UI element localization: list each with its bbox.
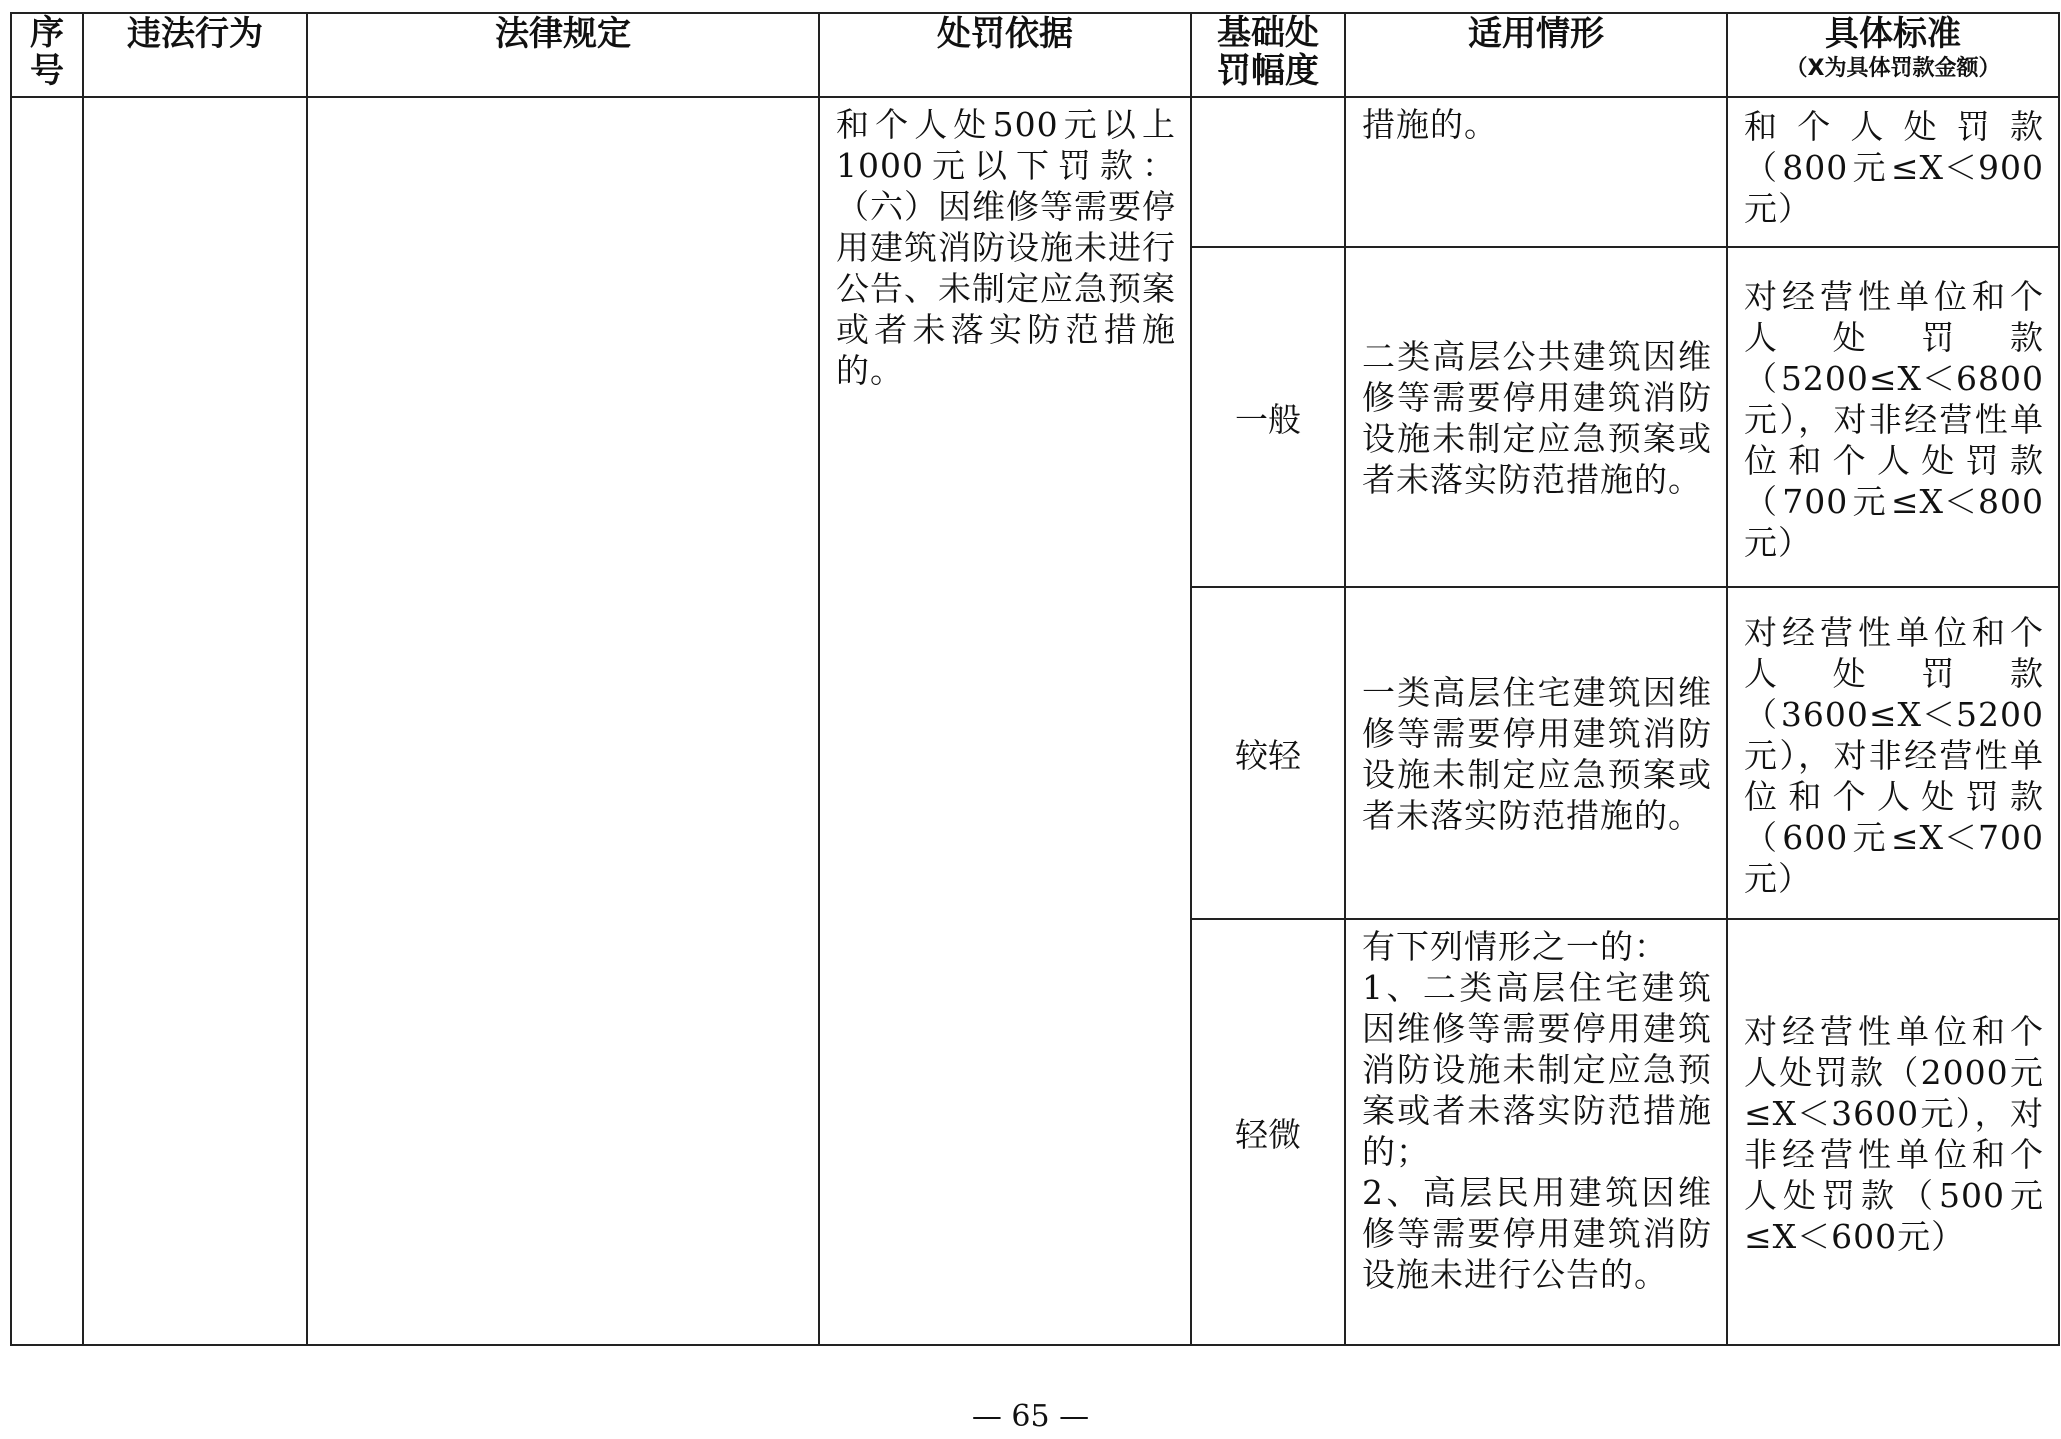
range-cell: 轻微 [1191,919,1345,1345]
page-number: — 65 — [971,1399,1090,1434]
header-violation: 违法行为 [83,13,307,97]
situation-text: 一类高层住宅建筑因维修等需要停用建筑消防设施未制定应急预案或者未落实防范措施的。 [1362,673,1712,835]
standard-text: 和个人处罚款（800元≤X＜900元） [1744,107,2044,228]
basis-cell [819,97,1191,1345]
table-header-row [11,13,2059,97]
situation-text: 有下列情形之一的： 1、二类高层住宅建筑因维修等需要停用建筑消防设施未制定应急预案或者未落实防范措施的； 2、高层民用建筑因维修等需要停用建筑消防设施未进行公告的。 [1362,927,1712,1294]
standard-text: 对经营性单位和个人处罚款（3600≤X＜5200元），对非经营性单位和个人处罚款（600元≤X＜700元） [1744,612,2044,898]
header-law: 法律规定 [307,13,819,97]
header-seq: 序 号 [11,13,83,97]
range-cell [1191,97,1345,247]
standard-cell [1727,919,2059,1345]
table-row [11,97,2059,247]
standard-cell [1727,247,2059,587]
penalty-standard-table [10,12,2060,1346]
header-range: 基础处 罚幅度 [1191,13,1345,97]
situation-text: 二类高层公共建筑因维修等需要停用建筑消防设施未制定应急预案或者未落实防范措施的。 [1362,337,1712,499]
standard-cell [1727,97,2059,247]
situation-text: 措施的。 [1362,105,1498,144]
seq-cell [11,97,83,1345]
header-standard [1727,13,2059,97]
range-cell: 较轻 [1191,587,1345,919]
header-standard-note: （X为具体罚款金额） [1785,56,2001,81]
situation-cell [1345,919,1727,1345]
situation-cell [1345,247,1727,587]
standard-cell [1727,587,2059,919]
law-cell [307,97,819,1345]
header-standard-title: 具体标准 [1825,14,1961,54]
header-situation: 适用情形 [1345,13,1727,97]
standard-text: 对经营性单位和个人处罚款（2000元≤X＜3600元），对非经营性单位和个人处罚款（500元≤X＜600元） [1744,1012,2044,1256]
range-cell: 一般 [1191,247,1345,587]
situation-cell [1345,587,1727,919]
header-basis: 处罚依据 [819,13,1191,97]
basis-text: 和个人处500元以上1000元以下罚款：（六）因维修等需要停用建筑消防设施未进行公告、未制定应急预案或者未落实防范措施的。 [836,105,1176,390]
situation-cell [1345,97,1727,247]
violation-cell [83,97,307,1345]
standard-text: 对经营性单位和个人处罚款（5200≤X＜6800元），对非经营性单位和个人处罚款（700元≤X＜800元） [1744,276,2044,562]
